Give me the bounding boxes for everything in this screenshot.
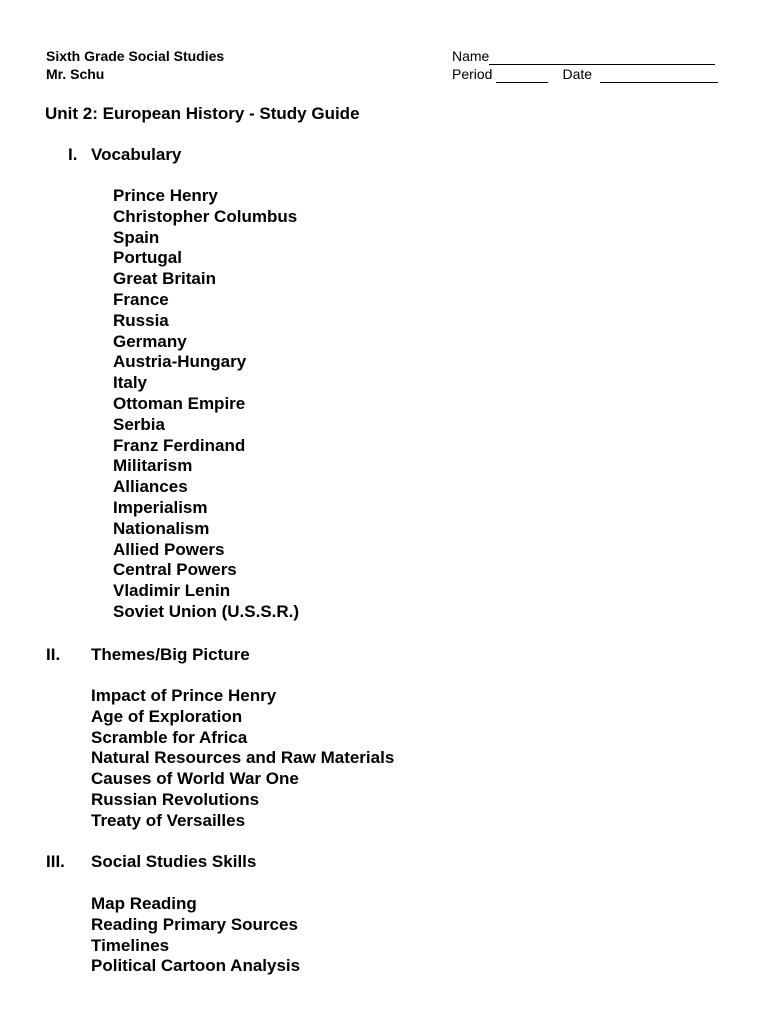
list-item: Causes of World War One: [91, 769, 299, 789]
themes-list: [91, 686, 394, 832]
list-item: Natural Resources and Raw Materials: [91, 748, 395, 768]
page-title: Unit 2: European History - Study Guide: [45, 104, 360, 123]
list-item: Portugal: [113, 248, 182, 268]
list-item: Allied Powers: [113, 539, 225, 559]
list-item: Central Powers: [113, 560, 237, 580]
list-item: Great Britain: [113, 269, 216, 289]
list-item: Impact of Prince Henry: [91, 686, 277, 705]
period-label: Period: [452, 66, 493, 82]
list-item: Reading Primary Sources: [91, 914, 298, 934]
list-item: Russian Revolutions: [91, 789, 260, 809]
list-item: Scramble for Africa: [91, 727, 248, 747]
period-date-line: [452, 65, 732, 83]
list-item: Spain: [113, 227, 160, 247]
list-item: Christopher Columbus: [113, 206, 298, 226]
section-heading-skills: [46, 852, 256, 872]
section-numeral: I.: [68, 145, 78, 164]
header-course-info: [46, 47, 224, 83]
section-numeral: II.: [46, 645, 61, 664]
list-item: Germany: [113, 331, 187, 351]
list-item: Franz Ferdinand: [113, 435, 246, 455]
section-title: Themes/Big Picture: [91, 645, 250, 664]
period-blank[interactable]: [496, 69, 548, 83]
name-label: Name: [452, 48, 490, 64]
list-item: Russia: [113, 310, 169, 330]
list-item: Political Cartoon Analysis: [91, 956, 301, 976]
list-item: Alliances: [113, 477, 188, 497]
list-item: Treaty of Versailles: [91, 810, 246, 830]
list-item: France: [113, 289, 169, 309]
name-line: [452, 47, 732, 65]
date-blank[interactable]: [600, 69, 718, 83]
date-label: Date: [562, 66, 593, 82]
list-item: Map Reading: [91, 894, 197, 913]
skills-list: [91, 894, 300, 977]
list-item: Nationalism: [113, 518, 210, 538]
list-item: Imperialism: [113, 497, 208, 517]
section-title: Social Studies Skills: [91, 852, 257, 871]
list-item: Italy: [113, 373, 148, 393]
course-name: Sixth Grade Social Studies: [46, 48, 225, 64]
list-item: Militarism: [113, 456, 193, 476]
list-item: Austria-Hungary: [113, 352, 247, 372]
vocabulary-list: [113, 186, 299, 623]
section-heading-vocabulary: [68, 145, 181, 165]
list-item: Ottoman Empire: [113, 393, 246, 413]
list-item: Soviet Union (U.S.S.R.): [113, 601, 300, 621]
list-item: Serbia: [113, 414, 165, 434]
name-blank[interactable]: [489, 51, 715, 65]
section-title: Vocabulary: [91, 145, 182, 164]
section-numeral: III.: [46, 852, 65, 871]
section-heading-themes: [46, 645, 250, 665]
list-item: Vladimir Lenin: [113, 581, 231, 601]
header-student-fields: [452, 47, 732, 83]
list-item: Prince Henry: [113, 186, 218, 205]
list-item: Age of Exploration: [91, 706, 243, 726]
list-item: Timelines: [91, 935, 170, 955]
teacher-name: Mr. Schu: [46, 66, 105, 82]
